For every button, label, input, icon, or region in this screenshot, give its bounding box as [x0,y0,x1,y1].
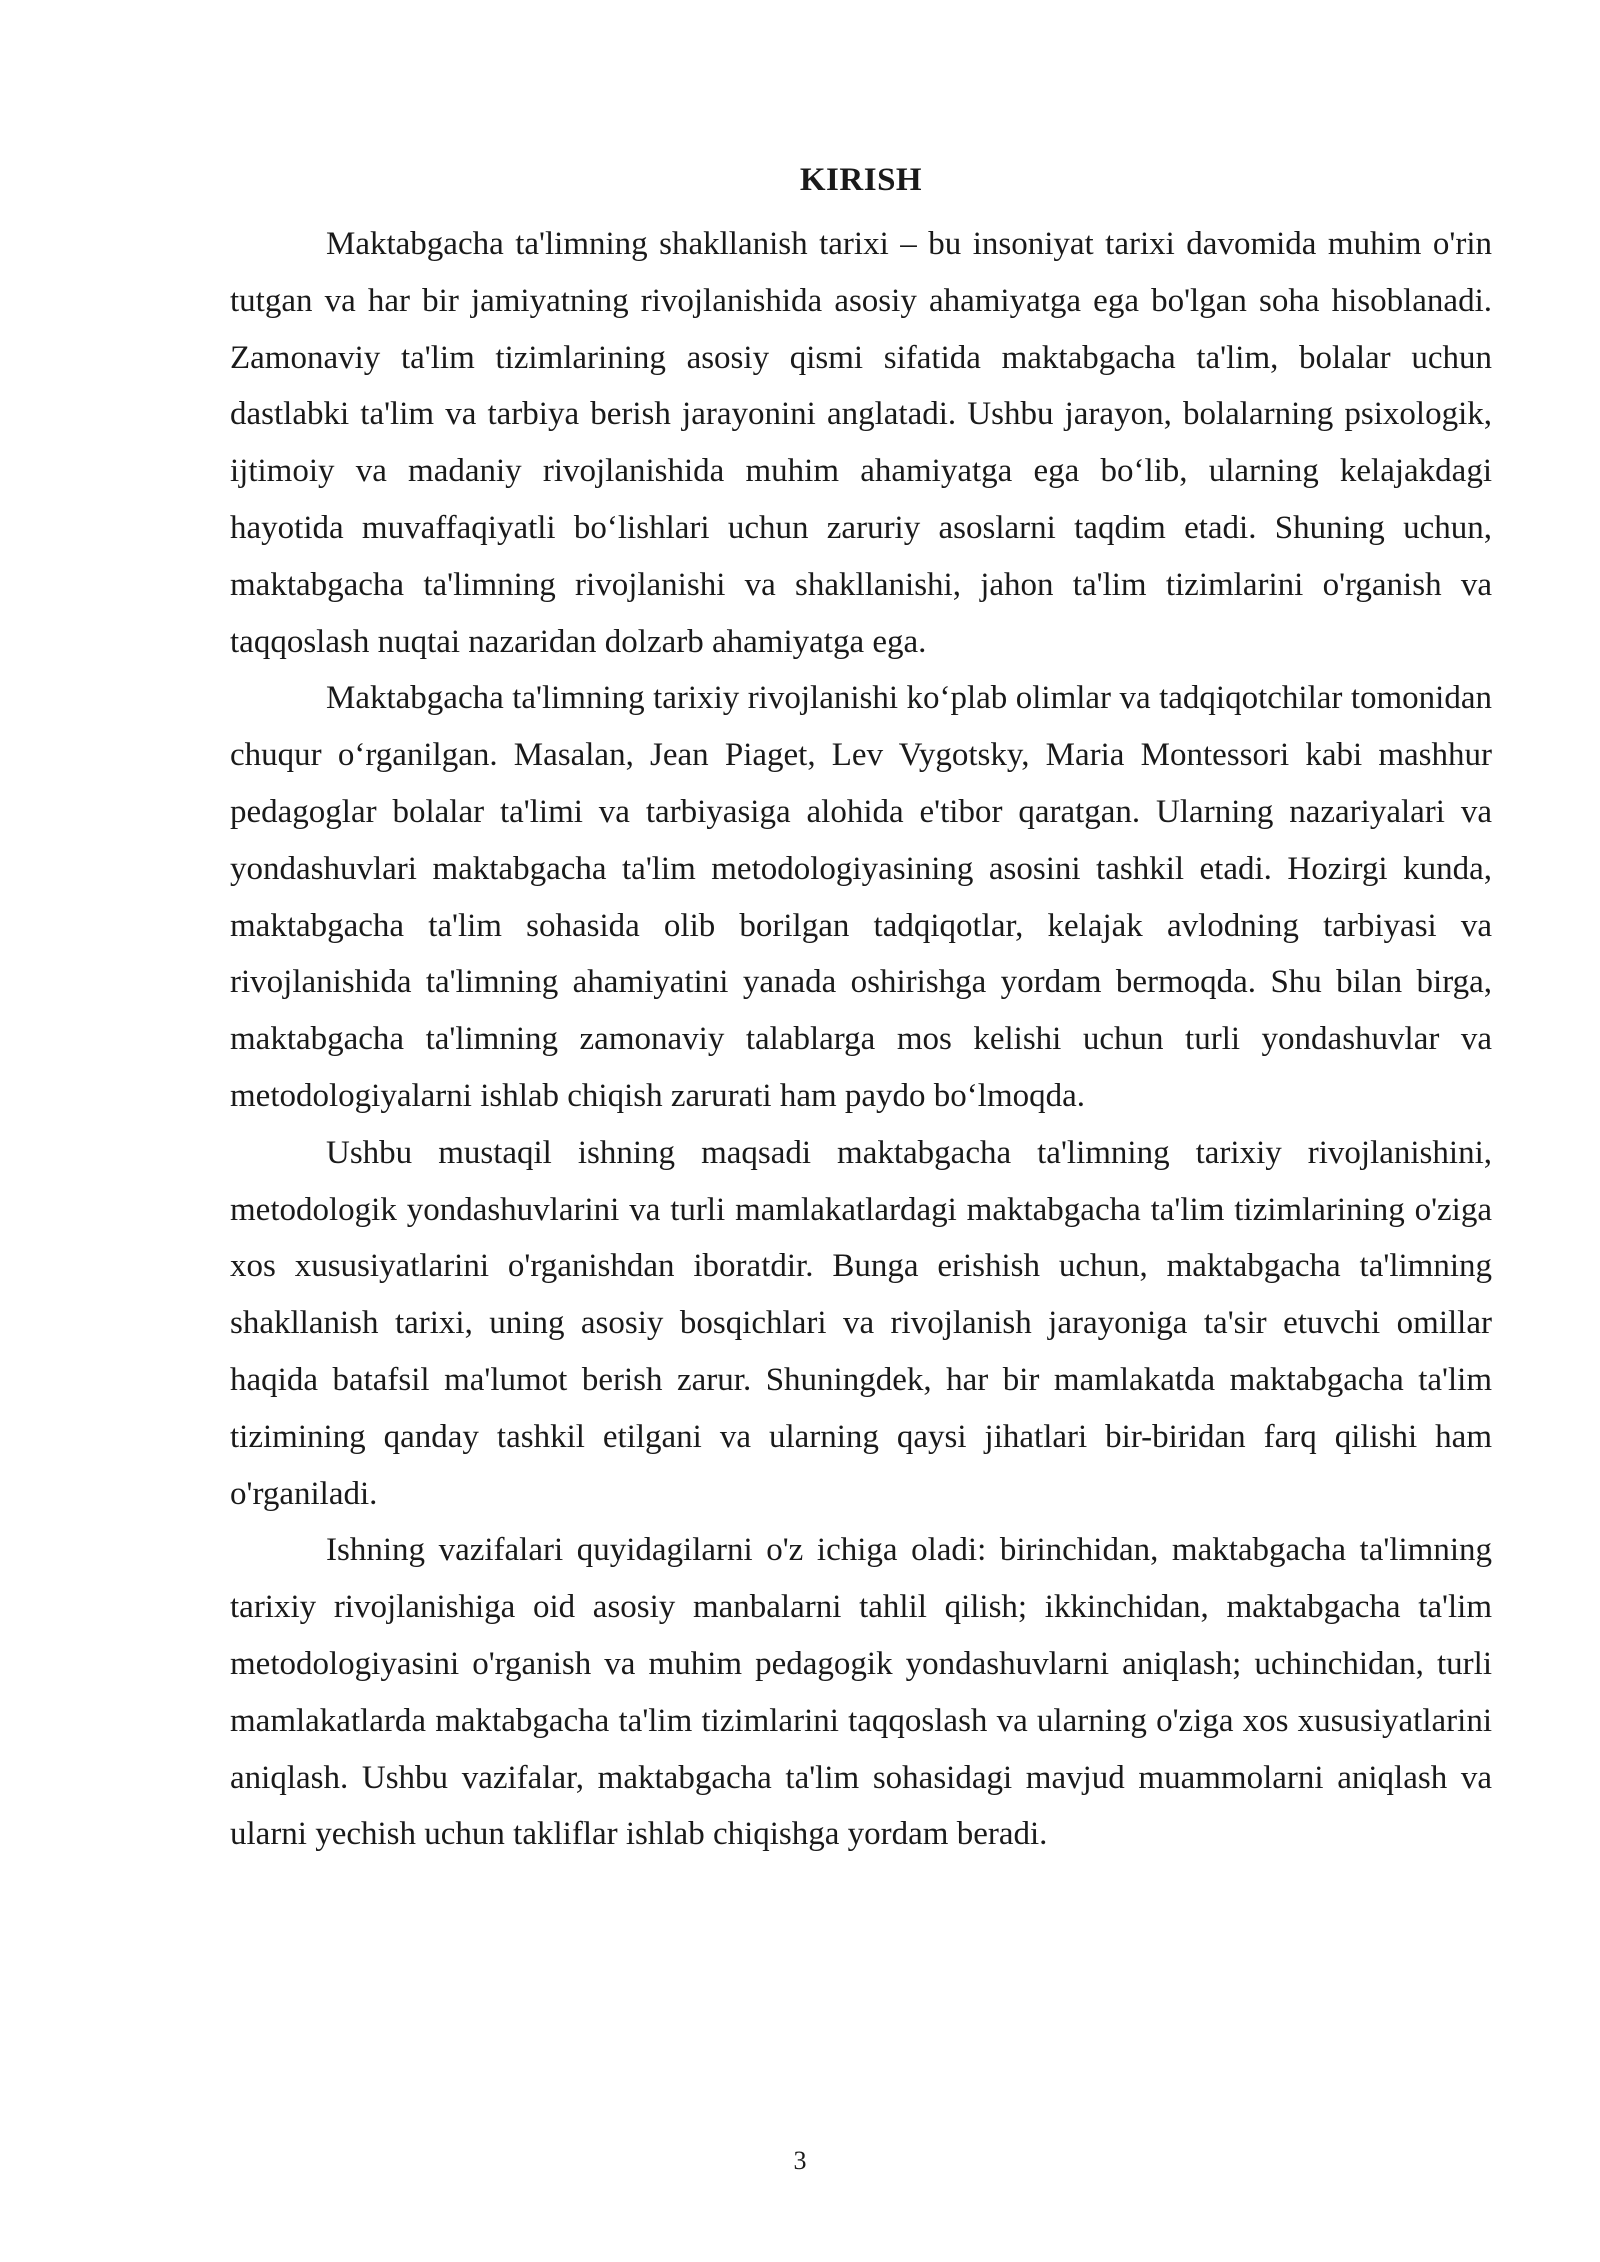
paragraph-2: Maktabgacha ta'limning tarixiy rivojlanishi ko‘plab olimlar va tadqiqotchilar tomonidan chuqur o‘rganilgan. Masalan, Jean Piaget, Lev Vygotsky, Maria Montessori kabi mashhur pedagoglar bolalar ta'limi va tarbiyasiga alohida e'tibor qaratgan. Ularning nazariyalari va yondashuvlari maktabgacha ta'lim metodologiyasining asosini tashkil etadi. Hozirgi kunda, maktabgacha ta'lim sohasida olib borilgan tadqiqotlar, kelajak avlodning tarbiyasi va rivojlanishida ta'limning ahamiyatini yanada oshirishga yordam bermoqda. Shu bilan birga, maktabgacha ta'limning zamonaviy talablarga mos kelishi uchun turli yondashuvlar va metodologiyalarni ishlab chiqish zarurati ham paydo bo‘lmoqda. [230,680,1492,1114]
paragraph-4: Ishning vazifalari quyidagilarni o'z ichiga oladi: birinchidan, maktabgacha ta'limning tarixiy rivojlanishiga oid asosiy manbalarni tahlil qilish; ikkinchidan, maktabgacha ta'lim metodologiyasini o'rganish va muhim pedagogik yondashuvlarni aniqlash; uchinchidan, turli mamlakatlarda maktabgacha ta'lim tizimlarini taqqoslash va ularning o'ziga xos xususiyatlarini aniqlash. Ushbu vazifalar, maktabgacha ta'lim sohasidagi mavjud muammolarni aniqlash va ularni yechish uchun takliflar ishlab chiqishga yordam beradi. [230,1532,1492,1853]
section-heading: KIRISH [799,162,923,198]
paragraph-1: Maktabgacha ta'limning shakllanish tarixi – bu insoniyat tarixi davomida muhim o'rin tutgan va har bir jamiyatning rivojlanishida asosiy ahamiyatga ega bo'lgan soha hisoblanadi. Zamonaviy ta'lim tizimlarining asosiy qismi sifatida maktabgacha ta'lim, bolalar uchun dastlabki ta'lim va tarbiya berish jarayonini anglatadi. Ushbu jarayon, bolalarning psixologik, ijtimoiy va madaniy rivojlanishida muhim ahamiyatga ega bo‘lib, ularning kelajakdagi hayotida muvaffaqiyatli bo‘lishlari uchun zaruriy asoslarni taqdim etadi. Shuning uchun, maktabgacha ta'limning rivojlanishi va shakllanishi, jahon ta'lim tizimlarini o'rganish va taqqoslash nuqtai nazaridan dolzarb ahamiyatga ega. [230,226,1492,660]
page-content [230,160,1492,1863]
page-number: 3 [793,2146,807,2175]
paragraph-3: Ushbu mustaqil ishning maqsadi maktabgacha ta'limning tarixiy rivojlanishini, metodologik yondashuvlarini va turli mamlakatlardagi maktabgacha ta'lim tizimlarining o'ziga xos xususiyatlarini o'rganishdan iboratdir. Bunga erishish uchun, maktabgacha ta'limning shakllanish tarixi, uning asosiy bosqichlari va rivojlanish jarayoniga ta'sir etuvchi omillar haqida batafsil ma'lumot berish zarur. Shuningdek, har bir mamlakatda maktabgacha ta'lim tizimining qanday tashkil etilgani va ularning qaysi jihatlari bir-biridan farq qilishi ham o'rganiladi. [230,1134,1492,1512]
